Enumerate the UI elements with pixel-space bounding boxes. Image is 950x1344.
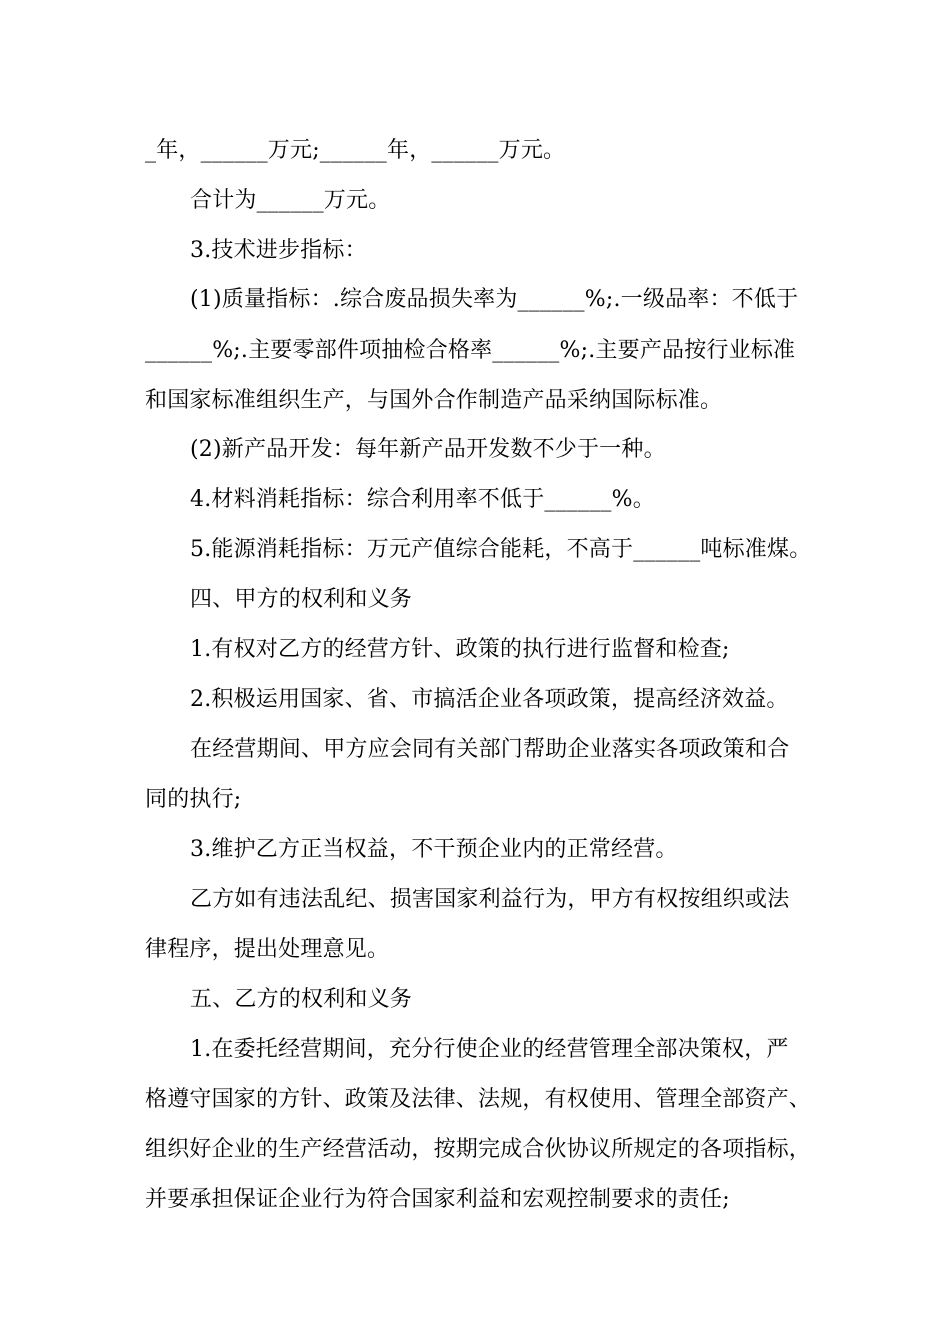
line-quality-1: (1)质量指标：.综合废品损失率为______%;.一级品率：不低于 — [190, 287, 799, 312]
line-party-b-item-1b: 格遵守国家的方针、政策及法律、法规，有权使用、管理全部资产、 — [145, 1087, 812, 1112]
line-party-a-item-3: 3.维护乙方正当权益，不干预企业内的正常经营。 — [190, 837, 678, 862]
line-energy-consumption: 5.能源消耗指标：万元产值综合能耗，不高于______吨标准煤。 — [190, 537, 812, 562]
line-party-b-item-1c: 组织好企业的生产经营活动，按期完成合伙协议所规定的各项指标， — [145, 1137, 812, 1162]
line-party-b-violation-1: 乙方如有违法乱纪、损害国家利益行为，甲方有权按组织或法 — [190, 887, 790, 912]
line-new-products: (2)新产品开发：每年新产品开发数不少于一种。 — [190, 437, 666, 462]
line-revenue-years: _年，______万元;______年，______万元。 — [145, 138, 566, 163]
line-party-b-violation-2: 律程序，提出处理意见。 — [145, 937, 390, 962]
line-material-consumption: 4.材料消耗指标：综合利用率不低于______%。 — [190, 487, 655, 512]
line-party-a-item-1: 1.有权对乙方的经营方针、政策的执行进行监督和检查; — [190, 637, 730, 662]
line-quality-2: ______%;.主要零部件项抽检合格率______%;.主要产品按行业标准 — [145, 338, 796, 363]
line-party-b-item-1a: 1.在委托经营期间，充分行使企业的经营管理全部决策权，严 — [190, 1037, 789, 1062]
line-party-a-item-2: 2.积极运用国家、省、市搞活企业各项政策，提高经济效益。 — [190, 687, 789, 712]
line-party-b-item-1d: 并要承担保证企业行为符合国家利益和宏观控制要求的责任; — [145, 1187, 730, 1212]
line-quality-3: 和国家标准组织生产，与国外合作制造产品采纳国际标准。 — [145, 388, 723, 413]
line-party-a-para-1: 在经营期间、甲方应会同有关部门帮助企业落实各项政策和合 — [190, 737, 790, 762]
line-party-a-para-2: 同的执行; — [145, 787, 242, 812]
heading-party-b-rights: 五、乙方的权利和义务 — [190, 987, 413, 1012]
heading-party-a-rights: 四、甲方的权利和义务 — [190, 587, 413, 612]
line-revenue-total: 合计为______万元。 — [190, 188, 391, 213]
heading-tech-progress: 3.技术进步指标： — [190, 238, 367, 263]
